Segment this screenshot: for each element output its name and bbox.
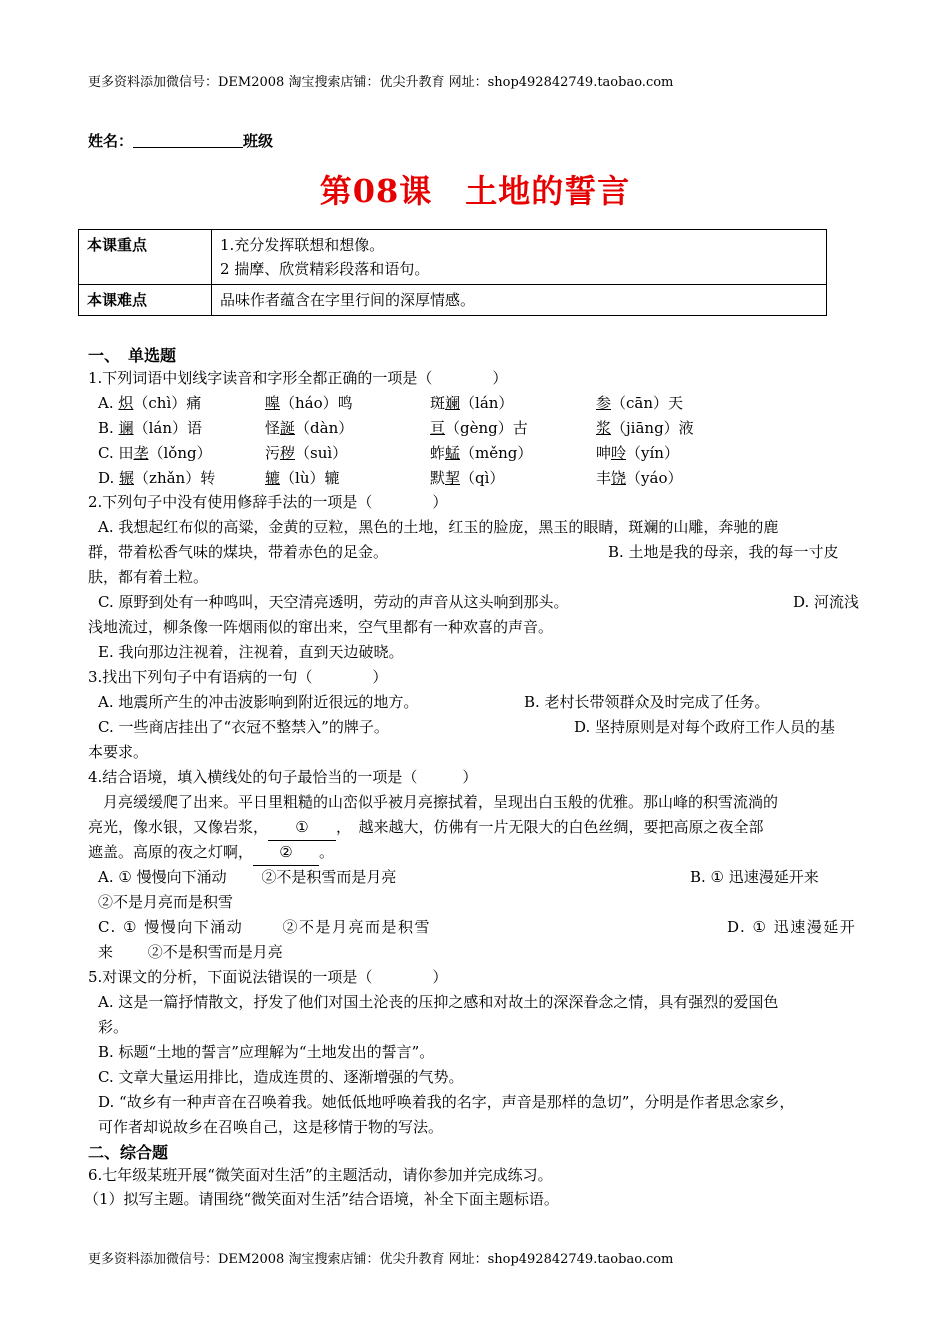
- q4-blank-1[interactable]: ①: [268, 815, 336, 841]
- q6-subquestion-1: （1）拟写主题。请围绕“微笑面对生活”结合语境，补全下面主题标语。: [84, 1190, 559, 1208]
- q1-item-prefix: 怪: [265, 419, 281, 437]
- q1-underlined-char: 秽: [280, 444, 296, 462]
- q1-underlined-char: 蜢: [445, 444, 461, 462]
- q1-underlined-char: 垄: [133, 444, 149, 462]
- q4-passage-text: 遮盖。高原的夜之灯啊，: [88, 843, 254, 861]
- q1-item-reading: （lán）: [460, 394, 514, 412]
- page-header: 更多资料添加微信号：DEM2008 淘宝搜索店铺：优尖升教育 网址：shop492842749.taobao.com: [88, 75, 674, 90]
- q1-underlined-char: 辗: [119, 469, 135, 487]
- q1-underlined-char: 饶: [611, 469, 627, 487]
- q3-option-a[interactable]: A. 地震所产生的冲击波影响到附近很远的地方。: [98, 693, 419, 711]
- q1-underlined-char: 谰: [118, 419, 134, 437]
- q1-underlined-char: 辘: [265, 469, 281, 487]
- q1-option-item[interactable]: [98, 416, 202, 441]
- page-footer: 更多资料添加微信号：DEM2008 淘宝搜索店铺：优尖升教育 网址：shop492842749.taobao.com: [88, 1252, 674, 1267]
- q1-option-item: [430, 391, 513, 416]
- q1-option-item: [430, 466, 504, 491]
- q3-option-c[interactable]: C. 一些商店挂出了“衣冠不整禁入”的牌子。: [98, 718, 389, 736]
- q1-item-prefix: 污: [265, 444, 281, 462]
- q4-passage-line3: [88, 840, 334, 866]
- q1-underlined-char: 炽: [118, 394, 134, 412]
- q4-passage-line1: 月亮缓缓爬了出来。平日里粗糙的山峦似乎被月亮擦拭着，呈现出白玉般的优雅。那山峰的积雪流淌的: [88, 793, 779, 811]
- q1-item-reading: （qì）: [460, 469, 505, 487]
- q1-item-reading: （zhǎn）转: [134, 469, 216, 487]
- name-label: 姓名：: [88, 132, 134, 150]
- q2-option-c[interactable]: C. 原野到处有一种鸣叫，天空清亮透明，劳动的声音从这头响到那头。: [98, 593, 569, 611]
- q4-option-d-line2[interactable]: 来 ②不是积雪而是月亮: [98, 943, 283, 961]
- q1-item-prefix: 蚱: [430, 444, 446, 462]
- section-heading-comprehensive: 二、综合题: [88, 1143, 169, 1162]
- q1-item-prefix: C. 田: [98, 444, 134, 462]
- q1-option-item: [265, 466, 339, 491]
- key-points-cell: [212, 230, 827, 285]
- q4-passage-line2: [88, 815, 764, 841]
- question-1-stem: 1.下列词语中划线字读音和字形全都正确的一项是（ ）: [88, 369, 508, 387]
- question-3-stem: 3.找出下列句子中有语病的一句（ ）: [88, 668, 388, 686]
- q1-option-item: [596, 416, 694, 441]
- question-4-stem: 4.结合语境，填入横线处的句子最恰当的一项是（ ）: [88, 768, 478, 786]
- difficulty-label: 本课难点: [79, 285, 212, 316]
- class-label: 班级: [243, 132, 274, 150]
- page-title: 第08课 土地的誓言: [319, 172, 631, 210]
- q4-blank-2[interactable]: ②: [253, 840, 319, 866]
- q1-underlined-char: 誕: [280, 419, 296, 437]
- q4-option-c[interactable]: C. ① 慢慢向下涌动 ②不是月亮而是积雪: [98, 918, 431, 936]
- q1-item-reading: （yín）: [626, 444, 679, 462]
- q1-item-prefix: 斑: [430, 394, 446, 412]
- q1-option-item: [596, 441, 679, 466]
- q1-option-item: [265, 441, 347, 466]
- question-6-stem: 6.七年级某班开展“微笑面对生活”的主题活动，请你参加并完成练习。: [88, 1166, 553, 1184]
- q4-option-b-line1[interactable]: B. ① 迅速漫延开来: [690, 868, 819, 886]
- difficulty-cell: 品味作者蕴含在字里行间的深厚情感。: [212, 285, 827, 316]
- q1-underlined-char: 斓: [445, 394, 461, 412]
- q1-item-prefix: 默: [430, 469, 446, 487]
- q5-option-c[interactable]: C. 文章大量运用排比，造成连贯的、逐渐增强的气势。: [98, 1068, 464, 1086]
- name-blank[interactable]: [133, 133, 243, 148]
- q1-item-prefix: B.: [98, 419, 119, 437]
- q2-option-d-line1[interactable]: D. 河流浅: [793, 593, 860, 611]
- q2-option-a-line2[interactable]: 群，带着松香气味的煤块，带着赤色的足金。: [88, 543, 389, 561]
- q1-option-item: [596, 466, 682, 491]
- q3-option-d-line1[interactable]: D. 坚持原则是对每个政府工作人员的基: [574, 718, 836, 736]
- q1-underlined-char: 嗥: [265, 394, 281, 412]
- q1-item-prefix: D.: [98, 469, 120, 487]
- q1-item-prefix: A.: [98, 394, 119, 412]
- q2-option-b-line1[interactable]: B. 土地是我的母亲，我的每一寸皮: [608, 543, 839, 561]
- q1-option-item[interactable]: [98, 391, 201, 416]
- key-point-item: 2 揣摩、欣赏精彩段落和语句。: [220, 260, 430, 278]
- q4-option-a[interactable]: A. ① 慢慢向下涌动 ②不是积雪而是月亮: [98, 868, 397, 886]
- q2-option-e[interactable]: E. 我向那边注视着，注视着，直到天边破晓。: [98, 643, 404, 661]
- q1-item-reading: （lǒng）: [148, 444, 212, 462]
- q4-passage-text: ， 越来越大，仿佛有一片无限大的白色丝绸，要把高原之夜全部: [336, 818, 764, 836]
- q1-item-reading: （jiāng）液: [611, 419, 694, 437]
- question-5-stem: 5.对课文的分析，下面说法错误的一项是（ ）: [88, 968, 448, 986]
- q4-option-d-line1[interactable]: D. ① 迅速漫延开: [727, 918, 857, 936]
- q3-option-d-line2[interactable]: 本要求。: [88, 743, 149, 761]
- q1-option-item: [430, 441, 532, 466]
- q1-item-reading: （yáo）: [626, 469, 683, 487]
- q1-item-reading: （gèng）古: [445, 419, 528, 437]
- q1-item-reading: （suì）: [295, 444, 348, 462]
- q1-item-reading: （chì）痛: [133, 394, 202, 412]
- q1-underlined-char: 挈: [445, 469, 461, 487]
- q1-item-reading: （cān）天: [611, 394, 684, 412]
- q2-option-d-line2[interactable]: 浅地流过，柳条像一阵烟雨似的窜出来，空气里都有一种欢喜的声音。: [88, 618, 554, 636]
- key-point-item: 1.充分发挥联想和想像。: [220, 236, 385, 254]
- q2-option-a-line1[interactable]: A. 我想起红布似的高粱，金黄的豆粒，黑色的土地，红玉的脸庞，黑玉的眼睛，斑斓的山雕，奔驰的鹿: [98, 518, 779, 536]
- q4-passage-text: 亮光，像水银，又像岩浆，: [88, 818, 269, 836]
- q1-option-item[interactable]: [98, 441, 212, 466]
- q1-underlined-char: 亘: [430, 419, 446, 437]
- q1-underlined-char: 呤: [611, 444, 627, 462]
- q1-option-item[interactable]: [98, 466, 215, 491]
- q1-option-item: [430, 416, 528, 441]
- q5-option-b[interactable]: B. 标题“土地的誓言”应理解为“土地发出的誓言”。: [98, 1043, 435, 1061]
- question-2-stem: 2.下列句子中没有使用修辞手法的一项是（ ）: [88, 493, 448, 511]
- key-points-label: 本课重点: [79, 230, 212, 285]
- q4-passage-text: 。: [319, 843, 335, 861]
- q3-option-b[interactable]: B. 老村长带领群众及时完成了任务。: [524, 693, 770, 711]
- q1-underlined-char: 参: [596, 394, 612, 412]
- section-heading-single-choice: 一、 单选题: [88, 346, 177, 365]
- focus-table: [78, 229, 827, 316]
- q1-option-item: [265, 416, 353, 441]
- q2-option-b-line2[interactable]: 肤，都有着土粒。: [88, 568, 209, 586]
- q1-option-item: [596, 391, 683, 416]
- q1-item-reading: （lù）辘: [280, 469, 340, 487]
- q1-item-reading: （dàn）: [295, 419, 354, 437]
- q5-option-d-line2[interactable]: 可作者却说故乡在召唤自己，这是移情于物的写法。: [98, 1118, 444, 1136]
- q5-option-a-line1[interactable]: A. 这是一篇抒情散文，抒发了他们对国土沦丧的压抑之感和对故土的深深眷念之情，具有强烈的爱国色: [98, 993, 779, 1011]
- q1-item-reading: （měng）: [460, 444, 533, 462]
- q1-item-prefix: 丰: [596, 469, 612, 487]
- q1-item-reading: （lán）语: [133, 419, 202, 437]
- q4-option-b-line2[interactable]: ②不是月亮而是积雪: [98, 893, 234, 911]
- q1-item-prefix: 呻: [596, 444, 612, 462]
- q5-option-d-line1[interactable]: D. “故乡有一种声音在召唤着我。她低低地呼唤着我的名字，声音是那样的急切”，分明是作者思念家乡，: [98, 1093, 795, 1111]
- q1-option-item: [265, 391, 353, 416]
- name-class-line: [88, 130, 273, 151]
- q5-option-a-line2[interactable]: 彩。: [98, 1018, 129, 1036]
- q1-item-reading: （háo）鸣: [280, 394, 353, 412]
- q1-underlined-char: 浆: [596, 419, 612, 437]
